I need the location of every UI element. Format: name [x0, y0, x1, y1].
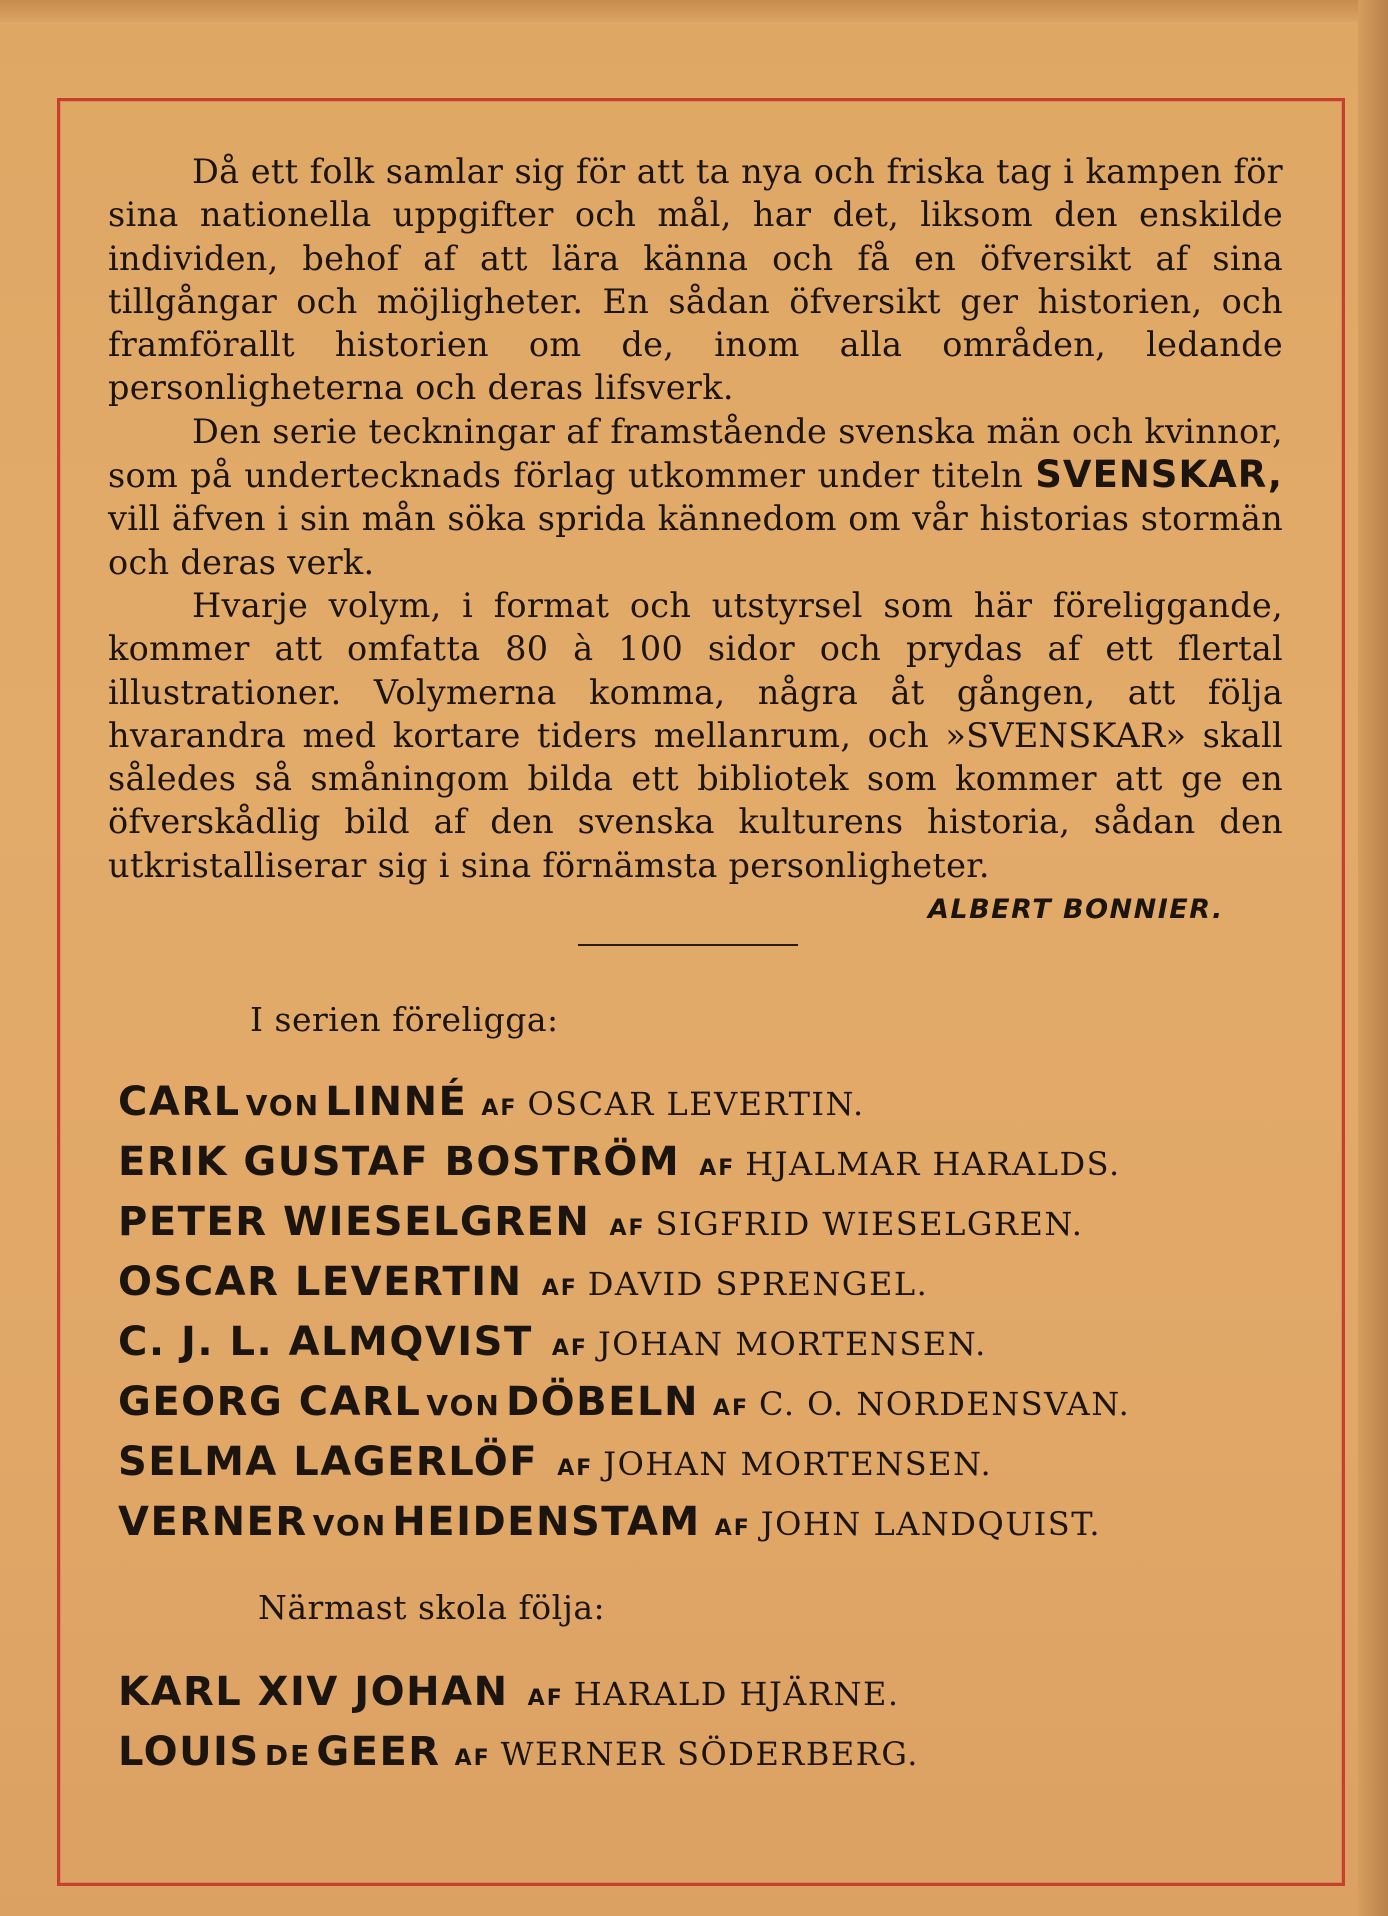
book-subject-name: CARL [118, 1079, 241, 1125]
book-author: WERNER SÖDERBERG. [500, 1735, 919, 1773]
section-divider [578, 944, 798, 946]
book-author: DAVID SPRENGEL. [587, 1265, 929, 1303]
book-subject-particle: VON [312, 1509, 388, 1542]
publisher-signature: ALBERT BONNIER. [928, 894, 1224, 925]
book-af-label: AF [699, 1156, 736, 1181]
book-author: OSCAR LEVERTIN. [527, 1085, 865, 1123]
book-subject-surname: DÖBELN [505, 1379, 699, 1425]
book-subject-name: PETER WIESELGREN [118, 1199, 591, 1245]
book-entry [118, 1192, 1130, 1252]
book-subject-surname: HEIDENSTAM [392, 1499, 701, 1545]
book-entry [118, 1372, 1130, 1432]
upcoming-heading: Närmast skola följa: [258, 1588, 606, 1627]
book-entry [118, 1072, 1130, 1132]
intro-text [108, 150, 1283, 887]
series-brand-name: SVENSKAR, [1035, 453, 1283, 497]
book-author: SIGFRID WIESELGREN. [655, 1205, 1084, 1243]
intro-paragraph-3: Hvarje volym, i format och utstyrsel som här föreliggande, kommer att omfatta 80 à 100 sidor och prydas af ett flertal illustrationer. Volymerna komma, några åt gången, att följa hvarandra med kortare tiders mellanrum, och »SVENSKAR» skall således så småningom bilda ett bibliotek som kommer att ge en öfverskådlig bild af den svenska kulturens historia, sådan den utkristalliserar sig i sina förnämsta personligheter. [108, 585, 1283, 885]
book-subject-name: ERIK GUSTAF BOSTRÖM [118, 1139, 681, 1185]
book-subject-particle: DE [264, 1739, 312, 1772]
book-af-label: AF [481, 1096, 518, 1121]
book-subject-name: KARL XIV JOHAN [118, 1669, 509, 1715]
book-subject-name: LOUIS [118, 1729, 260, 1775]
book-author: JOHAN MORTENSEN. [597, 1325, 987, 1363]
book-subject-particle: VON [245, 1089, 321, 1122]
book-entry [118, 1662, 919, 1722]
book-author: C. O. NORDENSVAN. [758, 1385, 1131, 1423]
book-subject-name: C. J. L. ALMQVIST [118, 1319, 533, 1365]
book-author: HARALD HJÄRNE. [573, 1675, 900, 1713]
cover-top-edge [0, 0, 1388, 22]
intro-paragraph-2: Den serie teckningar af framstående svenska män och kvinnor, som på undertecknads förlag utkommer under titeln SVENSKAR, vill äfven i sin mån söka sprida kännedom om vår historias stormän och deras verk. [108, 411, 1283, 582]
book-subject-particle: VON [426, 1389, 501, 1422]
book-entry [118, 1252, 1130, 1312]
upcoming-series-list [118, 1662, 919, 1782]
book-af-label: AF [527, 1686, 564, 1711]
book-author: HJALMAR HARALDS. [745, 1145, 1121, 1183]
cover-spine-edge [1358, 0, 1388, 1916]
book-entry [118, 1312, 1130, 1372]
book-subject-name: SELMA LAGERLÖF [118, 1439, 539, 1485]
book-subject-name: OSCAR LEVERTIN [118, 1259, 523, 1305]
book-entry [118, 1492, 1130, 1552]
book-entry [118, 1722, 919, 1782]
book-af-label: AF [712, 1396, 749, 1421]
book-subject-surname: GEER [316, 1729, 441, 1775]
book-subject-surname: LINNÉ [325, 1079, 468, 1125]
book-subject-name: VERNER [118, 1499, 308, 1545]
book-af-label: AF [714, 1516, 751, 1541]
book-entry [118, 1432, 1130, 1492]
book-af-label: AF [454, 1746, 491, 1771]
book-af-label: AF [557, 1456, 594, 1481]
book-af-label: AF [609, 1216, 646, 1241]
book-af-label: AF [551, 1336, 588, 1361]
book-entry [118, 1132, 1130, 1192]
series-heading: I serien föreligga: [250, 1000, 559, 1039]
intro-paragraph-1: Då ett folk samlar sig för att ta nya och friska tag i kampen för sina nationella uppgifter och mål, har det, liksom den enskilde individen, behof af att lära känna och få en öfversikt af sina tillgångar och möjligheter. En sådan öfversikt ger historien, och framförallt historien om de, inom alla områden, ledande personligheterna och deras lifsverk. [108, 152, 1283, 408]
book-author: JOHN LANDQUIST. [760, 1505, 1102, 1543]
published-series-list [118, 1072, 1130, 1552]
book-af-label: AF [541, 1276, 578, 1301]
book-author: JOHAN MORTENSEN. [603, 1445, 993, 1483]
book-subject-name: GEORG CARL [118, 1379, 422, 1425]
